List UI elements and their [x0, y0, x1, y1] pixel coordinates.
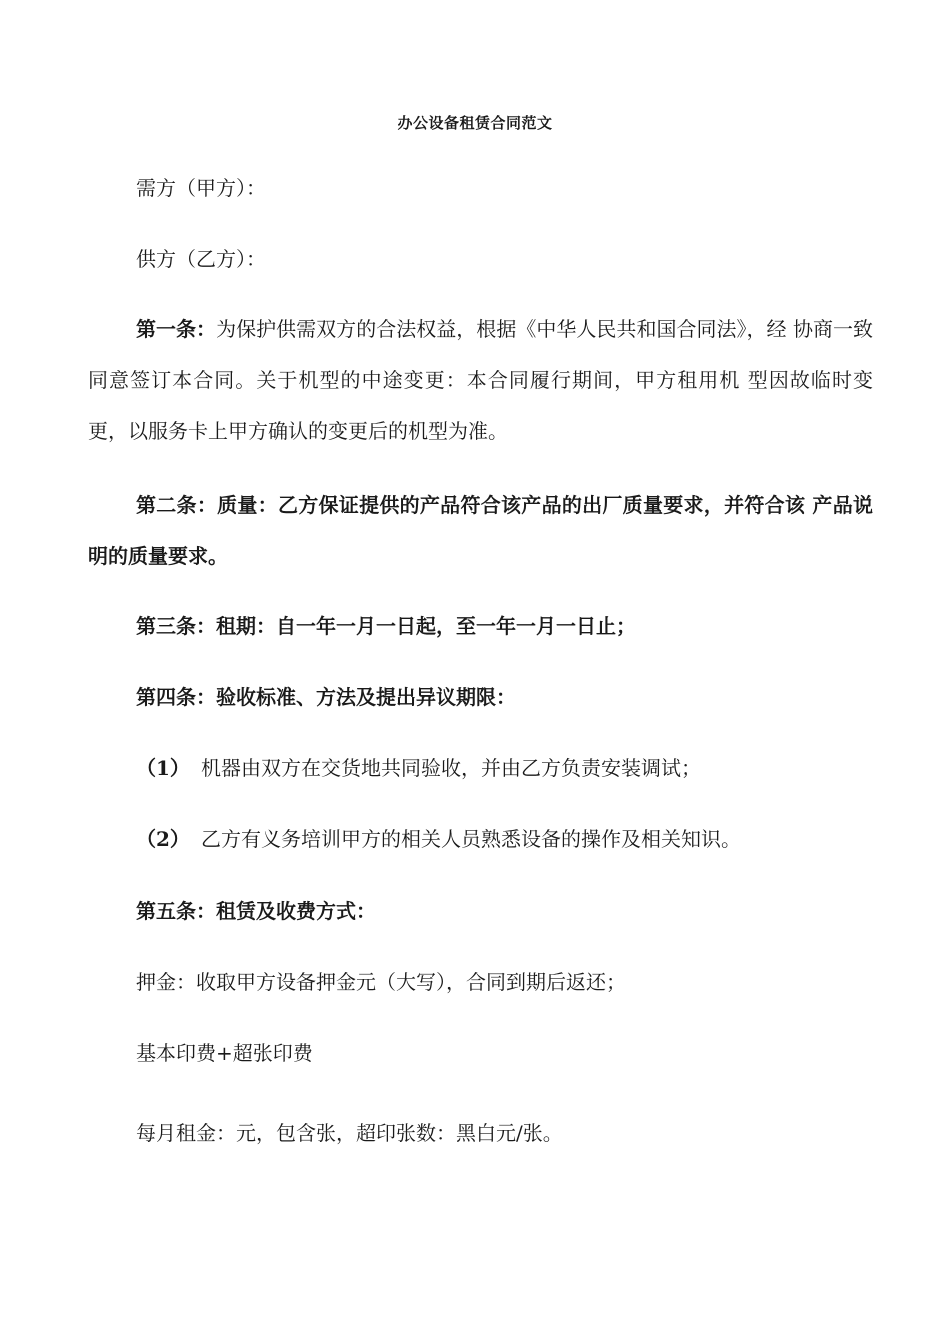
article-4-item-2 [88, 829, 921, 849]
item-number: （1） [136, 756, 190, 780]
article-4-heading: 第四条：验收标准、方法及提出异议期限： [136, 685, 516, 709]
item-text: 机器由双方在交货地共同验收，并由乙方负责安装调试； [201, 756, 701, 780]
deposit-line: 押金：收取甲方设备押金元（大写），合同到期后返还； [136, 970, 626, 994]
article-4-item-1 [88, 758, 921, 778]
article-1-heading: 第一条： [136, 317, 217, 341]
article-1-text: 为保护供需双方的合法权益，根据《中华人民共和国合同法》，经 协商一致同意签订本合同。关于机型的中途变更：本合同履行期间，甲方租用机 型因故临时变更，以服务卡上甲方确认的变更后的机型为准。 [88, 317, 874, 443]
item-text: 乙方有义务培训甲方的相关人员熟悉设备的操作及相关知识。 [201, 827, 741, 851]
article-2: 第二条：质量：乙方保证提供的产品符合该产品的出厂质量要求，并符合该 产品说明的质量要求。 [88, 493, 873, 568]
fee-type-line: 基本印费+超张印费 [136, 1041, 313, 1065]
party-b-line: 供方（乙方）： [136, 247, 266, 271]
party-a-line: 需方（甲方）： [136, 176, 266, 200]
article-5-heading: 第五条：租赁及收费方式： [136, 899, 376, 923]
item-number: （2） [136, 827, 190, 851]
monthly-rent-line: 每月租金：元，包含张，超印张数：黑白元/张。 [136, 1121, 563, 1145]
article-1 [88, 304, 873, 457]
article-3: 第三条：租期：自一年一月一日起，至一年一月一日止； [136, 614, 636, 638]
document-title: 办公设备租赁合同范文 [397, 114, 553, 132]
